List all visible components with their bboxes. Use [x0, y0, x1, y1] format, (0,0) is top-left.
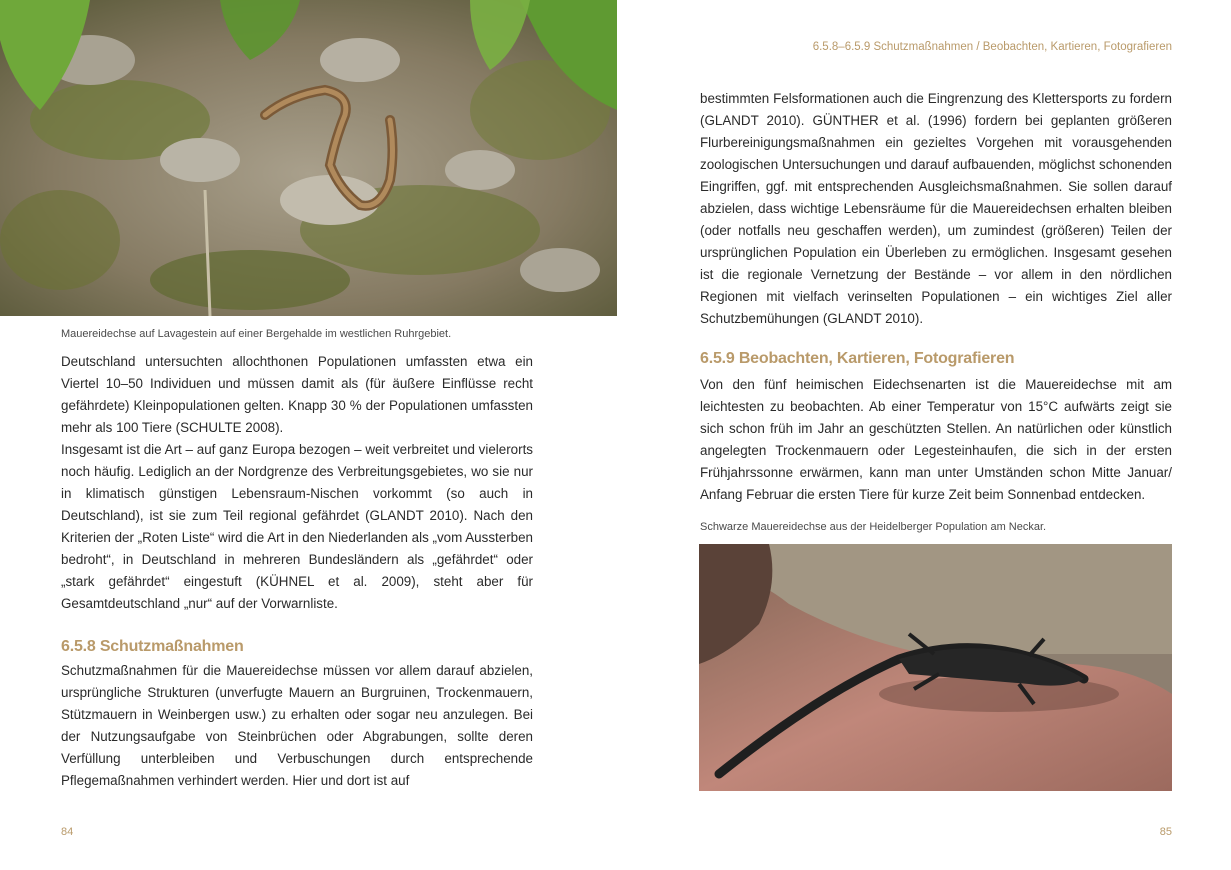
right-page	[615, 0, 1231, 870]
left-photo-caption: Mauereidechse auf Lavagestein auf einer Bergehalde im westlichen Ruhrgebiet.	[61, 328, 452, 340]
right-paragraph-top: bestimmten Felsformationen auch die Eingrenzung des Klettersports zu fordern (GLANDT 2010). GÜNTHER et al. (1996) fordern bei geplanten größeren Flurbereinigungsmaßnahmen ein gezieltes Vorgehen mit vorausgehenden zoologischen Untersuchungen und darauf aufbauenden, möglichst schonenden Eingriffen, ggf. mit entsprechenden Ausgleichsmaßnahmen. Sie sollen darauf abzielen, dass wichtige Lebensräume für die Mauereidechsen erhalten bleiben (oder notfalls neu geschaffen werden), um zumindest (größeren) Teilen der ursprünglichen Population ein Überleben zu ermöglichen. Insgesamt gesehen ist die regionale Vernetzung der Bestände – vor allem in den nördlichen Regionen mit vielfach verinselten Populationen – ein wichtiges Ziel aller Schutzbemühungen (GLANDT 2010).	[700, 91, 1172, 326]
left-section-paragraph: Schutzmaßnahmen für die Mauereidechse müssen vor allem darauf abzielen, ursprüngliche Strukturen (unverfugte Mauern an Burgruinen, Trockenmauern, Stützmauern in Weinbergen usw.) zu erhalten oder sogar neu anzulegen. Bei der Nutzungsaufgabe von Steinbrüchen oder Abgrabungen, sollte deren Verfüllung unterbleiben und Verbuschungen durch entsprechende Pflegemaßnahmen verhindert werden. Hier und dort ist auf	[61, 663, 533, 788]
right-page-number: 85	[1159, 826, 1172, 838]
left-paragraph-2: Insgesamt ist die Art – auf ganz Europa bezogen – weit verbreitet und vielerorts noch häufig. Lediglich an der Nordgrenze des Verbreitungsgebietes, wo sie nur in klimatisch günstigen Lebensraum-Nischen vorkommt (so auch in Deutschland), ist sie zum Teil regional gefährdet (GLANDT 2010). Nach den Kriterien der „Roten Liste“ wird die Art in den Niederlanden als „vom Aussterben bedroht“, in Deutschland in mehreren Bundesländern als „gefährdet“ oder „stark gefährdet“ eingestuft (KÜHNEL et al. 2009), steht aber für Gesamtdeutschland „nur“ auf der Vorwarnliste.	[61, 442, 533, 611]
right-section-paragraph: Von den fünf heimischen Eidechsenarten ist die Mauereidechse mit am leichtesten zu beobachten. Ab einer Temperatur von 15°C aufwärts zeigt sie sich schon früh im Jahr an geschützten Stellen. An natürlichen oder künstlich angelegten Trockenmauern oder Legesteinhaufen, die sich in der ersten Frühjahrssonne erwärmen, kann man unter Umständen schon Mitte Januar/ Anfang Februar die ersten Tiere für kurze Zeit beim Sonnenbad entdecken.	[700, 377, 1172, 502]
left-body-text	[61, 351, 533, 615]
running-head: 6.5.8–6.5.9 Schutzmaßnahmen / Beobachten, Kartieren, Fotografieren	[812, 41, 1172, 53]
left-page	[0, 0, 615, 870]
lizard-on-lava-rock-photo	[0, 0, 617, 316]
black-lizard-photo	[699, 544, 1172, 791]
left-page-number: 84	[61, 826, 74, 838]
right-section-heading: 6.5.9 Beobachten, Kartieren, Fotografieren	[700, 350, 1015, 367]
left-paragraph-1: Deutschland untersuchten allochthonen Populationen umfassten etwa ein Viertel 10–50 Individuen und müssen damit als (für äußere Einflüsse recht gefährdete) Kleinpopulationen gelten. Knapp 30 % der Populationen umfassten mehr als 100 Tiere (SCHULTE 2008).	[61, 354, 533, 435]
right-photo-caption: Schwarze Mauereidechse aus der Heidelberger Population am Neckar.	[700, 521, 1047, 533]
left-section-heading: 6.5.8 Schutzmaßnahmen	[61, 638, 244, 655]
right-section-text	[700, 374, 1172, 506]
left-section-text	[61, 660, 533, 792]
right-body-text	[700, 88, 1172, 330]
